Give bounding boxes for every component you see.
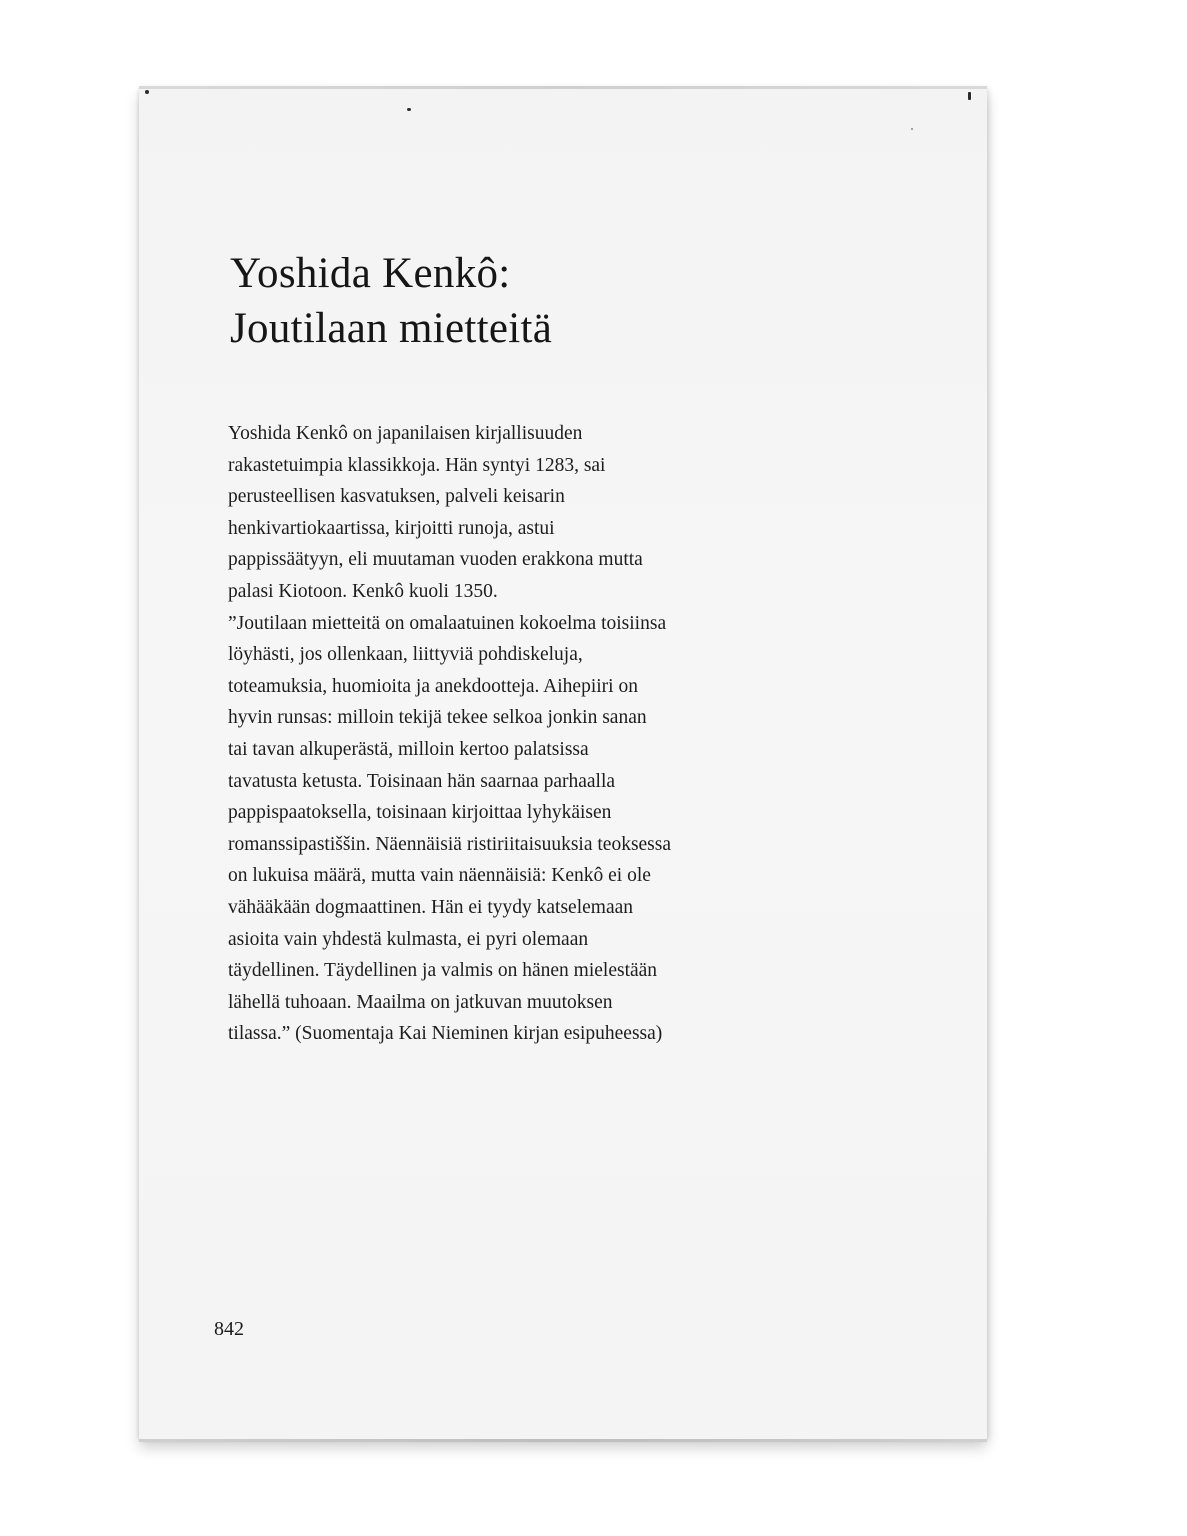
catalog-number: 842 — [214, 1318, 244, 1340]
title-line-work: Joutilaan mietteitä — [230, 305, 553, 352]
text-line: ”Joutilaan mietteitä on omalaatuinen kokoelma toisiinsa — [228, 612, 667, 634]
book-bottom-edge — [139, 1439, 987, 1442]
dust-speck — [968, 92, 971, 100]
text-line: palasi Kiotoon. Kenkô kuoli 1350. — [228, 580, 498, 602]
text-line: lähellä tuhoaan. Maailma on jatkuvan muutoksen — [228, 991, 613, 1013]
dust-speck — [145, 90, 149, 94]
text-line: vähääkään dogmaattinen. Hän ei tyydy katselemaan — [228, 896, 634, 918]
text-line: täydellinen. Täydellinen ja valmis on hänen mielestään — [228, 960, 658, 982]
text-line: pappissäätyyn, eli muutaman vuoden erakkona mutta — [228, 549, 643, 571]
text-line: tai tavan alkuperästä, milloin kertoo palatsissa — [228, 738, 589, 760]
dust-speck — [911, 128, 913, 130]
text-line: Yoshida Kenkô on japanilaisen kirjallisuuden — [228, 423, 583, 444]
text-line: asioita vain yhdestä kulmasta, ei pyri olemaan — [228, 928, 589, 950]
book-back-cover — [139, 88, 987, 1440]
description-text — [228, 418, 828, 1050]
text-line: toteamuksia, huomioita ja anekdootteja. Aihepiiri on — [228, 675, 638, 697]
text-line: henkivartiokaartissa, kirjoitti runoja, astui — [228, 517, 555, 539]
text-line: on lukuisa määrä, mutta vain näennäisiä: Kenkô ei ole — [228, 865, 651, 887]
text-line: löyhästi, jos ollenkaan, liittyviä pohdiskeluja, — [228, 644, 583, 666]
text-line: rakastetuimpia klassikkoja. Hän syntyi 1283, sai — [228, 454, 606, 476]
text-line: pappispaatoksella, toisinaan kirjoittaa lyhykäisen — [228, 802, 612, 824]
text-line: romanssipastiššin. Näennäisiä ristiriitaisuuksia teoksessa — [228, 833, 672, 855]
dust-speck — [407, 108, 411, 111]
book-title — [230, 246, 552, 356]
title-line-author: Yoshida Kenkô: — [230, 250, 511, 297]
text-line: tilassa.” (Suomentaja Kai Nieminen kirjan esipuheessa) — [228, 1023, 663, 1045]
book-top-edge — [139, 86, 987, 89]
text-line: tavatusta ketusta. Toisinaan hän saarnaa parhaalla — [228, 770, 616, 792]
text-line: hyvin runsas: milloin tekijä tekee selkoa jonkin sanan — [228, 707, 647, 729]
text-line: perusteellisen kasvatuksen, palveli keisarin — [228, 486, 565, 508]
